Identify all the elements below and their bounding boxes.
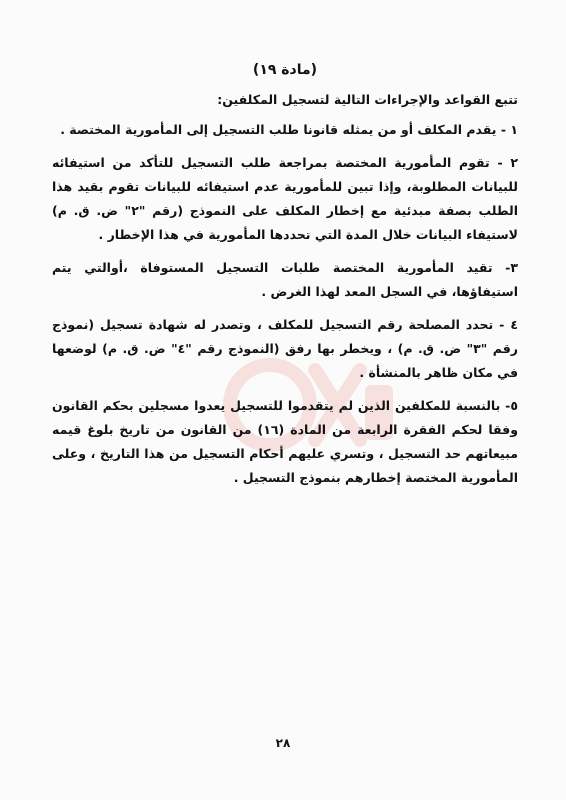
rule-item-2: ٢ - تقوم المأمورية المختصة بمراجعة طلب التسجيل للتأكد من استيفائه للبيانات المطلوبة، وإذا تبين للمأمورية عدم استيفائه للبيانات تقوم بقيد هذا الطلب بصفة مبدئية مع إخطار المكلف على النموذج (رقم "٢" ض. ق. م) لاستيفاء البيانات خلال المدة التي تحددها المأمورية في هذا الإخطار . <box>52 155 518 242</box>
article-heading: (مادة ١٩) <box>252 62 318 78</box>
rule-item-1: ١ - يقدم المكلف أو من يمثله قانونا طلب التسجيل إلى المأمورية المختصة . <box>60 122 518 137</box>
document-body <box>52 62 518 499</box>
rule-item-3: ٣- تقيد المأمورية المختصة طلبات التسجيل المستوفاة ،أوالتي يتم استيفاؤها، في السجل المعد لهذا الغرض . <box>52 260 518 299</box>
page-number: ٢٨ <box>275 736 291 750</box>
rule-item-4: ٤ - تحدد المصلحة رقم التسجيل للمكلف ، وتصدر له شهادة تسجيل (نموذج رقم "٣" ض. ق. م) ، ويخطر بها رفق (النموذج رقم "٤" ض. ق. م) لوضعها في مكان ظاهر بالمنشأة . <box>52 317 518 380</box>
rule-item-5: ٥- بالنسبة للمكلفين الذين لم يتقدموا للتسجيل يعدوا مسجلين بحكم القانون وفقا لحكم الفقرة الرابعة من المادة (١٦) من القانون من تاريخ بلوغ قيمه مبيعاتهم حد التسجيل ، وتسري عليهم أحكام التسجيل من هذا التاريخ ، وعلى المأمورية المختصة إخطارهم بنموذج التسجيل . <box>52 398 518 485</box>
article-intro: تتبع القواعد والإجراءات التالية لتسجيل المكلفين: <box>217 92 518 107</box>
